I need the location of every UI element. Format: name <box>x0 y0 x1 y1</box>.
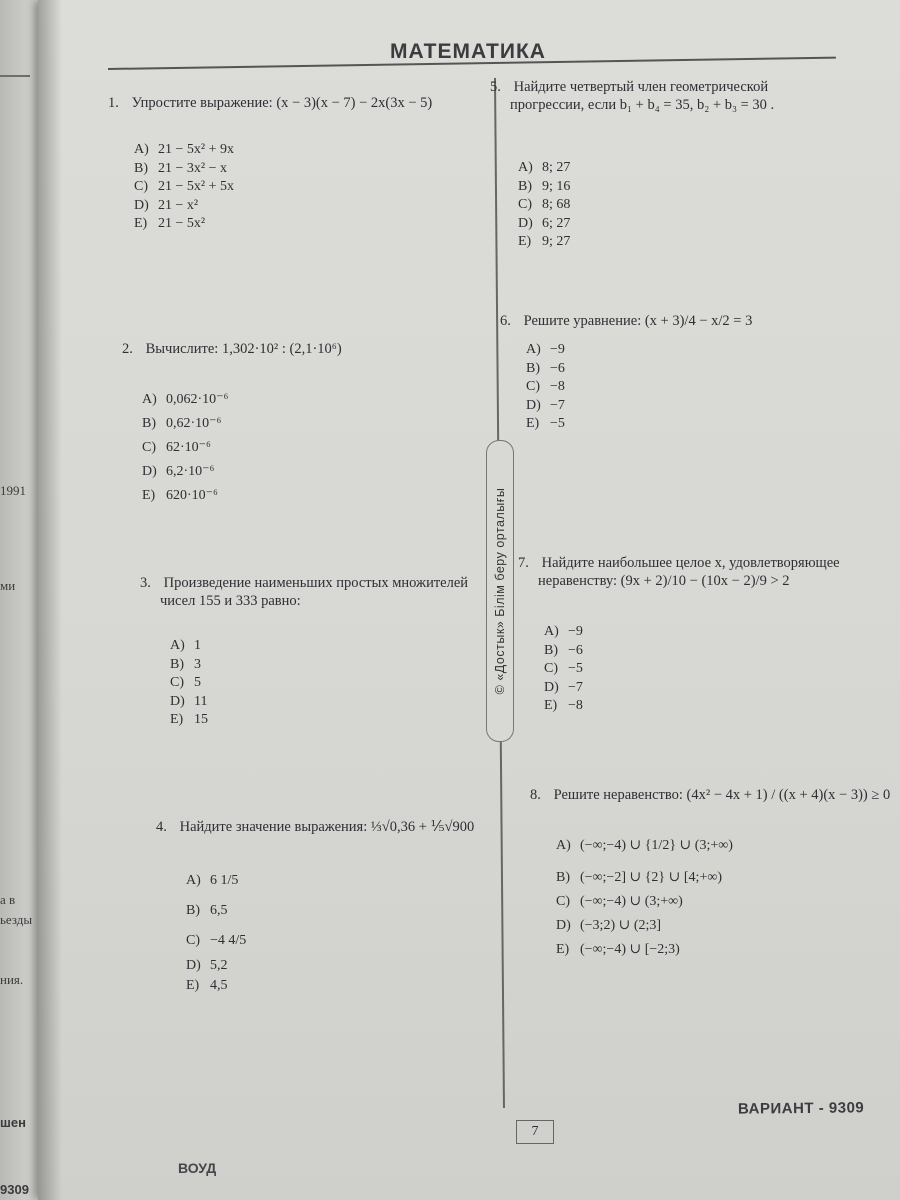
question-text: Решите неравенство: (4x² − 4x + 1) / ((x + 4)(x − 3)) ≥ 0 <box>553 787 891 803</box>
question-text: Найдите значение выражения: ⅓√0,36 + ⅕√900 <box>179 819 475 835</box>
page-number: 7 <box>516 1120 554 1144</box>
option[interactable]: B) 21 − 3x² − x <box>134 160 227 176</box>
option[interactable]: B) 9; 16 <box>518 178 571 194</box>
question-1 <box>108 94 432 112</box>
option[interactable]: E) 4,5 <box>186 978 228 993</box>
option[interactable]: A) −9 <box>526 342 565 357</box>
option[interactable]: D) 6; 27 <box>518 215 571 231</box>
option[interactable]: C) 21 − 5x² + 5x <box>134 179 234 194</box>
question-2 <box>122 340 342 358</box>
question-number: 5. <box>490 79 501 95</box>
test-page <box>38 0 900 1200</box>
options-8 <box>556 834 733 962</box>
option[interactable]: D) 11 <box>170 693 208 709</box>
question-number: 1. <box>108 95 119 111</box>
question-text: Упростите выражение: (x − 3)(x − 7) − 2x(3x − 5) <box>131 95 433 111</box>
option[interactable]: E) (−∞;−4) ∪ [−2;3) <box>556 942 680 957</box>
option[interactable]: E) 620·10⁻⁶ <box>142 488 218 503</box>
options-1 <box>134 142 234 235</box>
question-text: Произведение наименьших простых множителей <box>163 575 469 591</box>
option[interactable]: E) −5 <box>526 416 565 431</box>
question-5 <box>490 78 774 114</box>
question-number: 6. <box>500 313 511 329</box>
publisher-side-label <box>486 440 514 742</box>
page-fragment: 1991 <box>0 483 26 498</box>
options-6 <box>526 342 565 435</box>
option[interactable]: D) 21 − x² <box>134 197 199 213</box>
question-number: 3. <box>140 575 151 591</box>
footer-logo: ВОУД <box>178 1160 217 1176</box>
option[interactable]: E) −8 <box>544 698 583 713</box>
question-6 <box>500 312 752 330</box>
question-3 <box>140 574 468 610</box>
question-number: 7. <box>518 555 529 571</box>
question-text-line-2: неравенству: (9x + 2)/10 − (10x − 2)/9 > 2 <box>538 573 790 589</box>
option[interactable]: A) 8; 27 <box>518 160 571 175</box>
publisher-text: © «Достык» Білім беру орталығы <box>493 487 507 695</box>
option[interactable]: C) 62·10⁻⁶ <box>142 440 211 455</box>
option[interactable]: B) 3 <box>170 656 201 672</box>
page-fragment: 9309 <box>0 1182 29 1197</box>
options-4 <box>186 866 246 996</box>
options-3 <box>170 638 208 731</box>
option[interactable]: C) 5 <box>170 675 201 690</box>
options-5 <box>518 160 570 253</box>
page-title: МАТЕМАТИКА <box>390 40 546 63</box>
variant-label: ВАРИАНТ - 9309 <box>737 1099 865 1118</box>
option[interactable]: A) 21 − 5x² + 9x <box>134 142 234 157</box>
page-fragment: шен <box>0 1115 26 1130</box>
option[interactable]: B) 6,5 <box>186 903 228 918</box>
option[interactable]: D) (−3;2) ∪ (2;3] <box>556 918 662 933</box>
option[interactable]: B) −6 <box>526 360 565 376</box>
option[interactable]: D) −7 <box>544 679 583 695</box>
question-text: Вычислите: 1,302·10² : (2,1·10⁶) <box>145 341 342 357</box>
option[interactable]: A) (−∞;−4) ∪ {1/2} ∪ (3;+∞) <box>556 838 733 853</box>
option[interactable]: A) 0,062·10⁻⁶ <box>142 392 229 407</box>
question-text: Найдите четвертый член геометрической <box>513 79 769 95</box>
divider <box>0 75 30 77</box>
question-number: 2. <box>122 341 133 357</box>
option[interactable]: D) 6,2·10⁻⁶ <box>142 464 215 479</box>
question-text: Решите уравнение: (x + 3)/4 − x/2 = 3 <box>523 313 753 329</box>
option[interactable]: D) 5,2 <box>186 958 228 973</box>
question-text-line-2: чисел 155 и 333 равно: <box>160 593 301 609</box>
options-7 <box>544 624 583 717</box>
question-number: 4. <box>156 819 167 835</box>
option[interactable]: B) (−∞;−2] ∪ {2} ∪ [4;+∞) <box>556 870 722 885</box>
option[interactable]: A) 1 <box>170 638 201 653</box>
option[interactable]: C) 8; 68 <box>518 197 571 212</box>
question-text: Найдите наибольшее целое x, удовлетворяющее <box>541 555 840 571</box>
question-number: 8. <box>530 787 541 803</box>
page-fragment: ьезды <box>0 912 33 927</box>
option[interactable]: B) −6 <box>544 642 583 658</box>
option[interactable]: C) −8 <box>526 379 565 394</box>
option[interactable]: A) −9 <box>544 624 583 639</box>
option[interactable]: C) (−∞;−4) ∪ (3;+∞) <box>556 894 683 909</box>
option[interactable]: A) 6 1/5 <box>186 873 239 888</box>
option[interactable]: C) −4 4/5 <box>186 933 247 948</box>
question-8 <box>530 786 890 804</box>
option[interactable]: D) −7 <box>526 397 565 413</box>
page-fragment: а в <box>0 892 16 907</box>
option[interactable]: E) 15 <box>170 712 208 727</box>
question-text-line-2: прогрессии, если b₁ + b₄ = 35, b₂ + b₃ = 30 . <box>510 97 775 113</box>
option[interactable]: E) 9; 27 <box>518 234 571 249</box>
option[interactable]: C) −5 <box>544 661 583 676</box>
question-4 <box>156 818 474 836</box>
page-fragment: ми <box>0 578 16 593</box>
page-fragment: ния. <box>0 972 24 987</box>
options-2 <box>142 388 228 508</box>
option[interactable]: B) 0,62·10⁻⁶ <box>142 416 222 431</box>
option[interactable]: E) 21 − 5x² <box>134 216 206 231</box>
page-gutter-shadow <box>38 0 62 1200</box>
question-7 <box>518 554 840 590</box>
